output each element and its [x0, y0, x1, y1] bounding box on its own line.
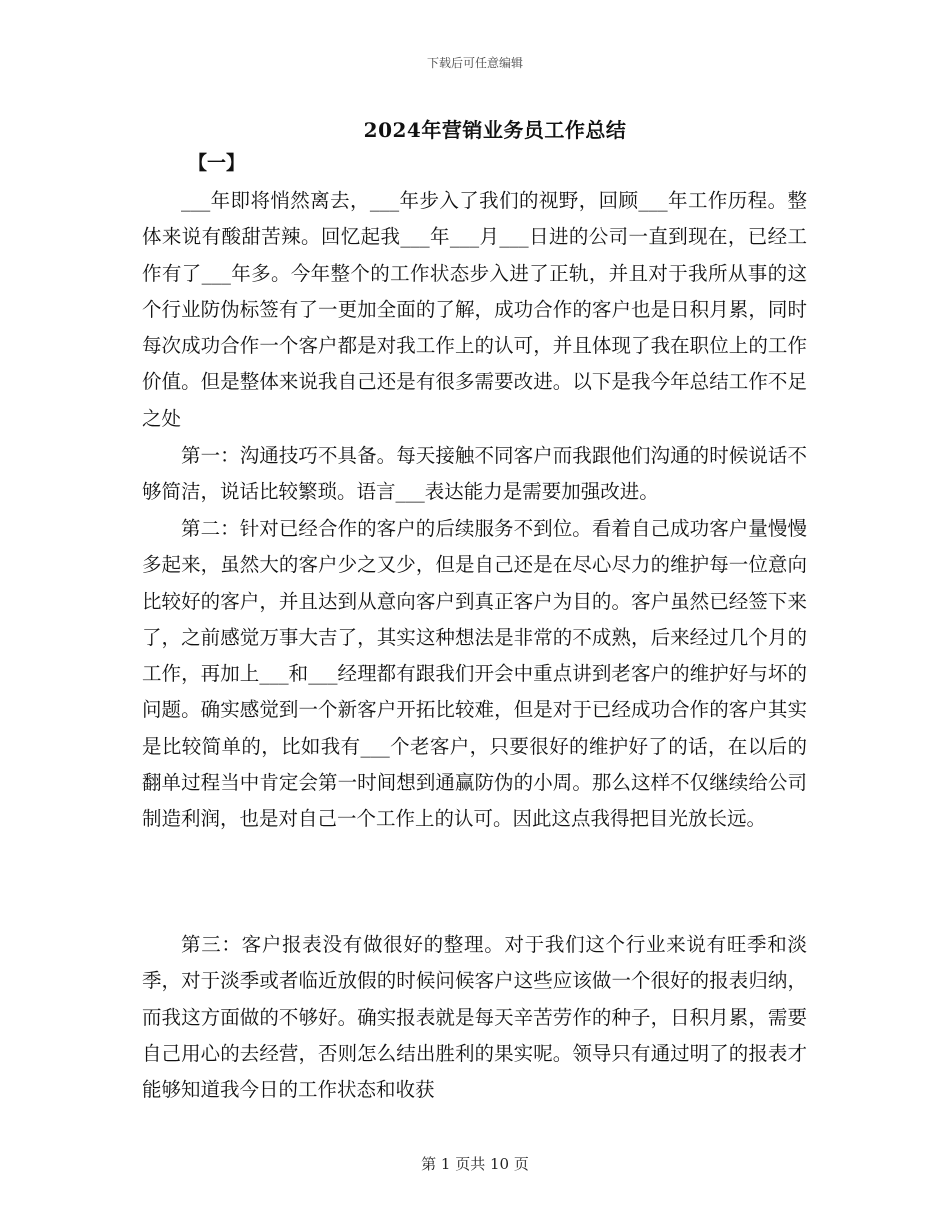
- paragraph-point-3: 第三：客户报表没有做很好的整理。对于我们这个行业来说有旺季和淡季，对于淡季或者临近放假的时候问候客户这些应该做一个很好的报表归纳，而我这方面做的不够好。确实报表就是每天辛苦劳作的种子，日积月累，需要自己用心的去经营，否则怎么结出胜利的果实呢。领导只有通过明了的报表才能够知道我今日的工作状态和收获: [142, 933, 807, 1102]
- paragraph-point-1: 第一：沟通技巧不具备。每天接触不同客户而我跟他们沟通的时候说话不够简洁，说话比较繁琐。语言___表达能力是需要加强改进。: [142, 444, 807, 504]
- header-note: 下载后可任意编辑: [426, 56, 523, 70]
- paragraph-intro: ___年即将悄然离去，___年步入了我们的视野，回顾___年工作历程。整体来说有酸甜苦辣。回忆起我___年___月___日进的公司一直到现在，已经工作有了___年多。今年整个的工作状态步入进了正轨，并且对于我所从事的这个行业防伪标签有了一更加全面的了解，成功合作的客户也是日积月累，同时每次成功合作一个客户都是对我工作上的认可，并且体现了我在职位上的工作价值。但是整体来说我自己还是有很多需要改进。以下是我今年总结工作不足之处: [142, 189, 807, 430]
- page-footer: 第 1 页共 10 页: [421, 1155, 529, 1173]
- paragraph-point-2: 第二：针对已经合作的客户的后续服务不到位。看着自己成功客户量慢慢多起来，虽然大的客户少之又少，但是自己还是在尽心尽力的维护每一位意向比较好的客户，并且达到从意向客户到真正客户为目的。客户虽然已经签下来了，之前感觉万事大吉了，其实这种想法是非常的不成熟，后来经过几个月的工作，再加上___和___经理都有跟我们开会中重点讲到老客户的维护好与坏的问题。确实感觉到一个新客户开拓比较难，但是对于已经成功合作的客户其实是比较简单的，比如我有___个老客户，只要很好的维护好了的话，在以后的翻单过程当中肯定会第一时间想到通赢防伪的小周。那么这样不仅继续给公司制造利润，也是对自己一个工作上的认可。因此这点我得把目光放长远。: [142, 517, 807, 831]
- document-title: 2024年营销业务员工作总结: [363, 118, 627, 142]
- section-label: 【一】: [188, 152, 246, 174]
